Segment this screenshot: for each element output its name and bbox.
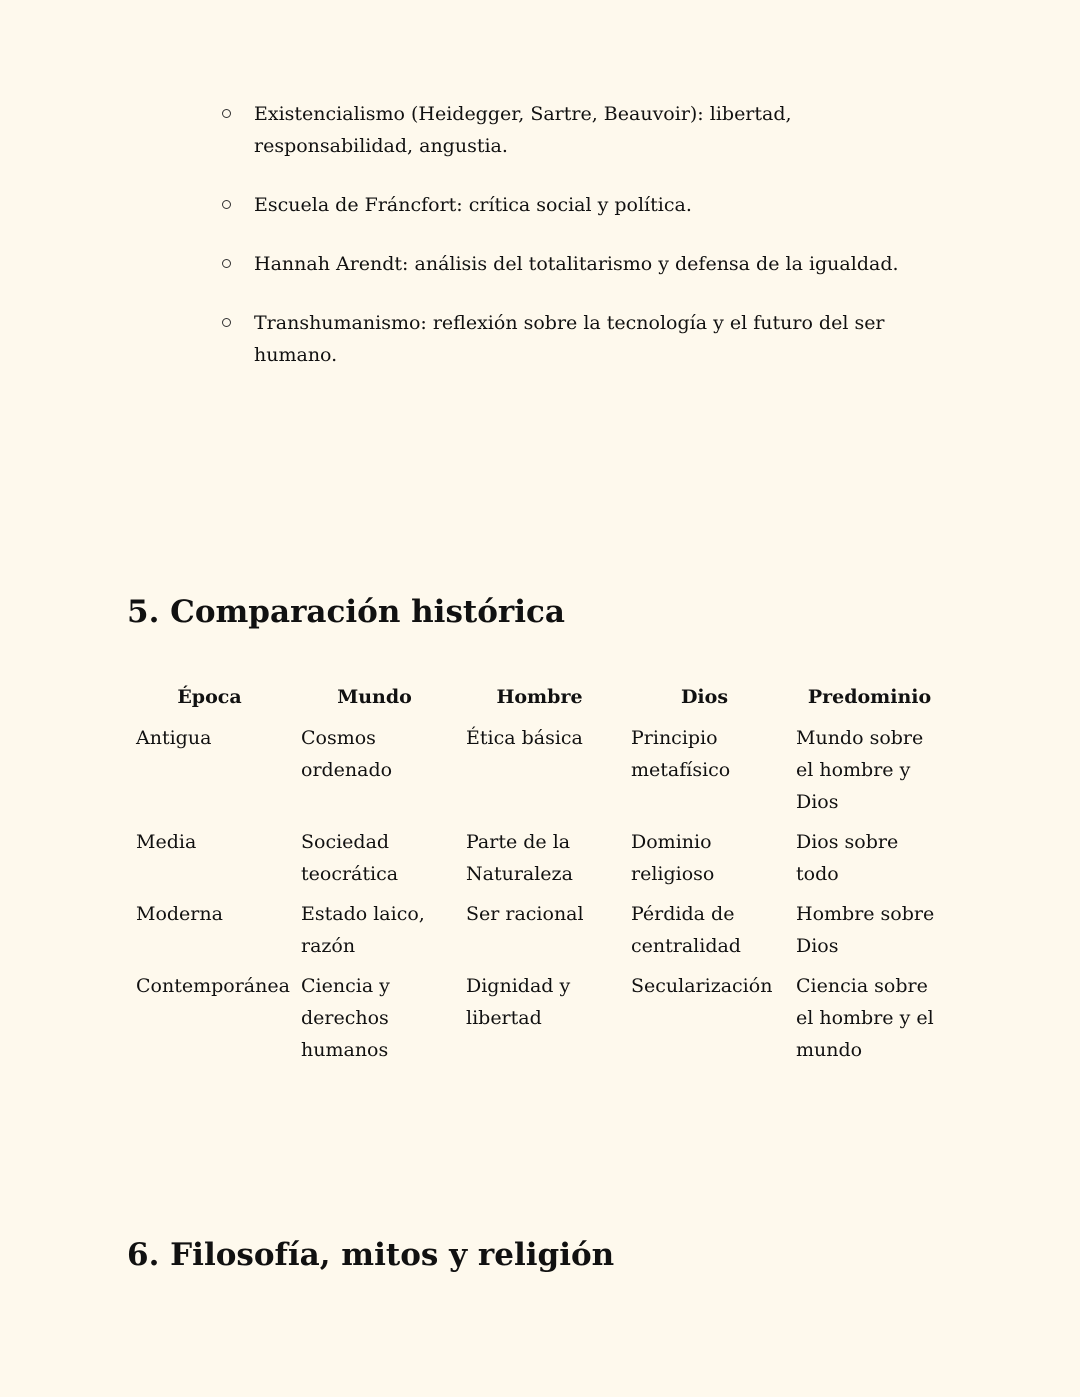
table-row [127, 898, 952, 970]
table-cell: Pérdida de centralidad [631, 903, 741, 957]
list-item-text: Transhumanismo: reflexión sobre la tecnología y el futuro del ser humano. [254, 312, 885, 366]
table-cell: Secularización [631, 975, 773, 997]
table-cell: Ser racional [466, 903, 584, 925]
circle-bullet-icon [222, 200, 231, 209]
column-header-mundo: Mundo [337, 686, 412, 708]
table-cell: Moderna [136, 903, 223, 925]
circle-bullet-icon [222, 109, 231, 118]
circle-bullet-icon [222, 259, 231, 268]
table-cell: Contemporánea [136, 975, 290, 997]
table-row [127, 722, 952, 826]
table-cell: Antigua [136, 727, 212, 749]
bullet-list [222, 98, 942, 398]
list-item-text: Escuela de Fráncfort: crítica social y política. [254, 194, 692, 216]
column-header-epoca: Época [177, 686, 242, 708]
table-cell: Dignidad y libertad [466, 975, 571, 1029]
list-item [222, 307, 942, 371]
table-cell: Hombre sobre Dios [796, 903, 935, 957]
table-row [127, 970, 952, 1074]
comparison-table [127, 680, 952, 1074]
column-header-dios: Dios [680, 686, 729, 708]
column-header-hombre: Hombre [496, 686, 583, 708]
circle-bullet-icon [222, 318, 231, 327]
section-heading-filosofia: 6. Filosofía, mitos y religión [127, 1237, 615, 1273]
table-cell: Estado laico, razón [301, 903, 425, 957]
list-item-text: Existencialismo (Heidegger, Sartre, Beauvoir): libertad, responsabilidad, angustia. [254, 103, 792, 157]
list-item [222, 248, 942, 280]
table-row [127, 826, 952, 898]
table-cell: Ética básica [466, 727, 583, 749]
list-item [222, 189, 942, 221]
table-header-row [127, 680, 952, 722]
section-heading-comparacion: 5. Comparación histórica [127, 594, 565, 630]
table-cell: Media [136, 831, 197, 853]
table-cell: Cosmos ordenado [301, 727, 393, 781]
table-cell: Dios sobre todo [796, 831, 899, 885]
table-cell: Principio metafísico [631, 727, 731, 781]
table-cell: Mundo sobre el hombre y Dios [796, 727, 924, 813]
list-item [222, 98, 942, 162]
table-cell: Dominio religioso [631, 831, 715, 885]
table-cell: Sociedad teocrática [301, 831, 399, 885]
table-cell: Ciencia y derechos humanos [301, 975, 390, 1061]
column-header-predominio: Predominio [807, 686, 932, 708]
list-item-text: Hannah Arendt: análisis del totalitarismo y defensa de la igualdad. [254, 253, 899, 275]
table-cell: Parte de la Naturaleza [466, 831, 573, 885]
table-cell: Ciencia sobre el hombre y el mundo [796, 975, 934, 1061]
